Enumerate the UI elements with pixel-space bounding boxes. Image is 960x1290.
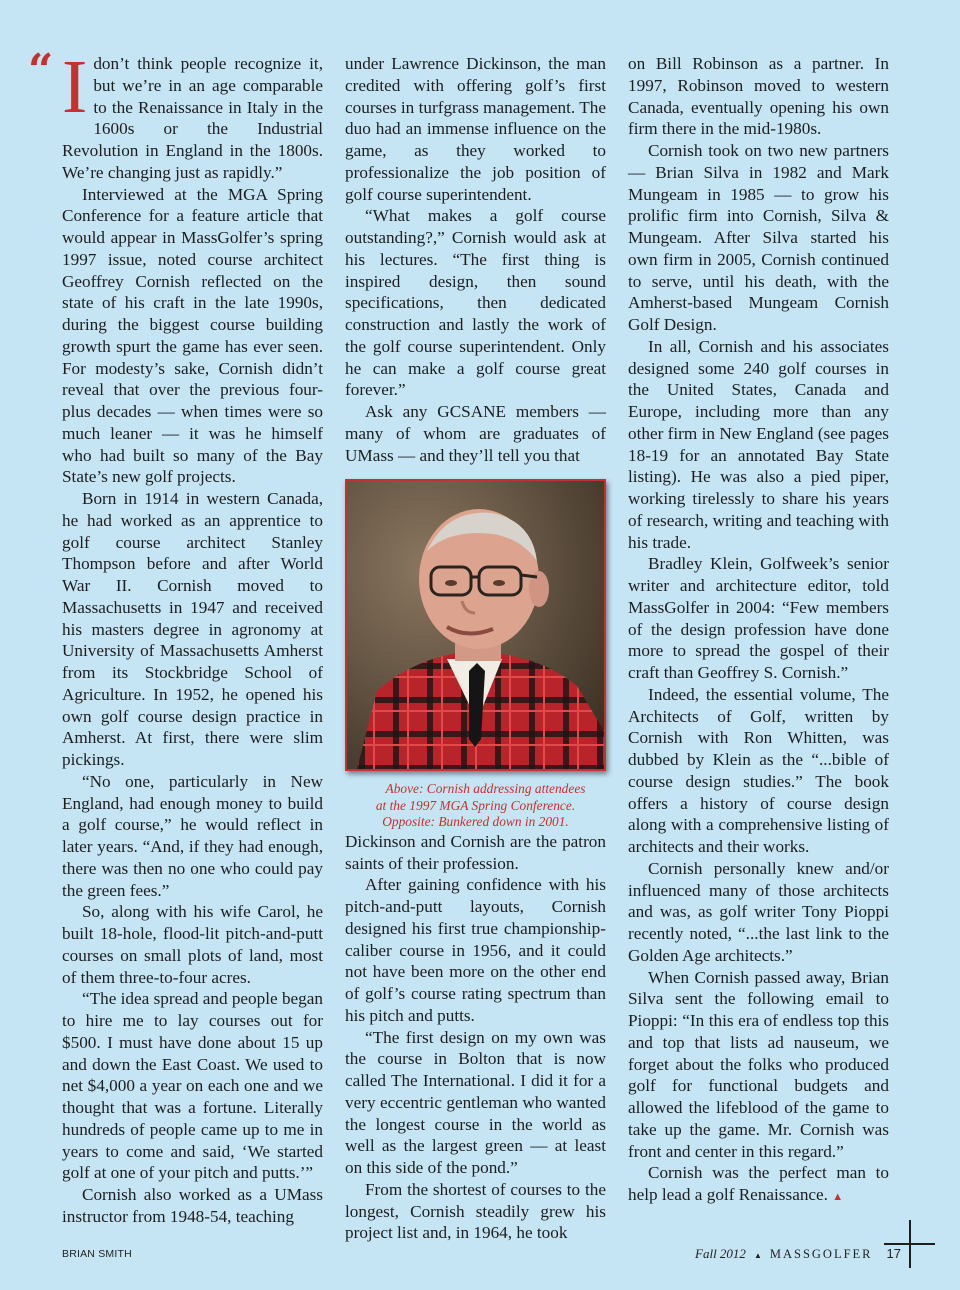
paragraph: “No one, particularly in New England, had enough money to build a golf course,” he would reflect in later years. “And, if they had enough, there was then no one who could pay the green fees.” [62,771,323,900]
paragraph: on Bill Robinson as a partner. In 1997, Robinson moved to western Canada, eventually opening his own firm there in the mid-1980s. [628,54,889,139]
cornish-photo [345,479,606,771]
crop-mark-horizontal [884,1243,935,1245]
caption-line: Opposite: Bunkered down in 2001. [382,814,569,830]
paragraph-text: Cornish was the perfect man to help lead a golf Renaissance. [628,1163,889,1204]
paragraph: “The first design on my own was the course in Bolton that is now called The International. I did it for a very eccentric gentleman who wanted the longest course in the world as well as the largest green — at least on this side of the pond.” [345,1027,606,1177]
portrait-illustration [347,481,604,769]
page-number: 17 [886,1246,901,1261]
paragraph: So, along with his wife Carol, he built 18-hole, flood-lit pitch-and-putt courses on small plots of land, most of them three-to-four acres. [62,902,323,987]
column-1 [28,45,323,1228]
lead-paragraph-wrap [28,45,323,184]
issue-season: Fall 2012 [695,1246,746,1261]
paragraph: From the shortest of courses to the longest, Cornish steadily grew his project list and, in 1964, he took [345,1179,606,1243]
page-footer [695,1246,901,1262]
caption-line: at the 1997 MGA Spring Conference. [375,797,576,813]
paragraph: “The idea spread and people began to hire me to lay courses out for $500. I must have done about 15 up and down the East Coast. We used to net $4,000 a year on each one and we thought that was a fortune. Literally hundreds of people came up to me in years to come and said, ‘We started golf at one of your pitch and putts.’” [62,989,323,1183]
paragraph: Bradley Klein, Golfweek’s senior writer and architecture editor, told MassGolfer in 2004: “Few members of the design profession have done more to spread the gospel of their craft than Geoffrey S. Cornish.” [628,554,889,682]
photo-caption [345,781,606,831]
paragraph: After gaining confidence with his pitch-and-putt layouts, Cornish designed his first true championship-caliber course in 1956, and it could not have been more on the other end of golf’s course rating spectrum than his pitch and putts. [345,875,606,1025]
paragraph: Dickinson and Cornish are the patron saints of their profession. [345,831,606,873]
paragraph-final [628,1162,889,1209]
paragraph: “What makes a golf course outstanding?,” Cornish would ask at his lectures. “The first thing is inspired design, then sound specifications, then dedicated construction and lastly the work of the golf course superintendent. Only he can make a golf course great forever.” [345,206,606,400]
caption-line: Above: Cornish addressing attendees [385,781,586,797]
column-2 [345,53,606,1244]
paragraph: Cornish took on two new partners — Brian Silva in 1982 and Mark Mungeam in 1985 — to grow his prolific firm into Cornish, Silva & Mungeam. After Silva started his own firm in 2005, Cornish continued to serve, until his death, with the Amherst-based Mungeam Cornish Golf Design. [628,141,889,334]
paragraph: don’t think people recognize it, but we’re in an age comparable to the Renaissance in Italy in the 1600s or the Industrial Revolution in England in the 1800s. We’re changing just as rapidly.” [62,54,323,182]
paragraph: Cornish personally knew and/or influenced many of those architects and was, as golf writer Tony Pioppi recently noted, “...the last link to the Golden Age architects.” [628,858,889,965]
paragraph: When Cornish passed away, Brian Silva sent the following email to Pioppi: “In this era of endless top this and top that lists ad nauseum, we forget about the folks who produced golf for functional budgets and allowed the lifeblood of the game to take up the game. Mr. Cornish was front and center in this regard.” [628,967,889,1161]
photo-credit: BRIAN SMITH [62,1248,132,1260]
paragraph: Born in 1914 in western Canada, he had worked as an apprentice to golf course architect Stanley Thompson before and after World War II. Cornish moved to Massachusetts in 1947 and received his masters degree in agronomy at University of Massachusetts Amherst from its Stockbridge School of Agriculture. In 1952, he opened his own golf course design practice in Amherst. At first, there were slim pickings. [62,489,323,769]
paragraph: Interviewed at the MGA Spring Conference for a feature article that would appear in MassGolfer’s spring 1997 issue, noted course architect Geoffrey Cornish reflected on the state of his craft in the late 1990s, during the biggest course building growth spurt the game has ever seen. For modesty’s sake, Cornish didn’t reveal that over the previous four-plus decades — when times were so much leaner — it was he himself who had built so many of the Bay State’s new golf projects. [62,184,323,487]
paragraph: Indeed, the essential volume, The Architects of Golf, written by Cornish with Ron Whitten, was dubbed by Klein as the “...bible of course design studies.” The book offers a history of course design along with a comprehensive listing of architects and their works. [628,684,889,856]
opening-quote-mark: “ [28,45,54,96]
magazine-brand: MASSGOLFER [769,1247,873,1261]
drop-cap: I [62,45,88,129]
paragraph: In all, Cornish and his associates designed some 240 golf courses in the United States, Canada and Europe, including more than any other firm in New England (see pages 18-19 for an annotated Bay State listing). He was also a pied piper, working tirelessly to share his years of research, writing and teaching with his trade. [628,336,889,552]
paragraph: Ask any GCSANE members — many of whom are graduates of UMass — and they’ll tell you that [345,402,606,465]
paragraph: Cornish also worked as a UMass instructor from 1948-54, teaching [62,1185,323,1226]
column-3 [628,53,889,1209]
end-mark-icon: ▲ [832,1191,844,1203]
paragraph: under Lawrence Dickinson, the man credited with offering golf’s first courses in turfgrass management. The duo had an immense influence on the game, as they worked to professionalize the job position of golf course superintendent. [345,54,606,204]
footer-separator-icon: ▲ [753,1251,762,1260]
